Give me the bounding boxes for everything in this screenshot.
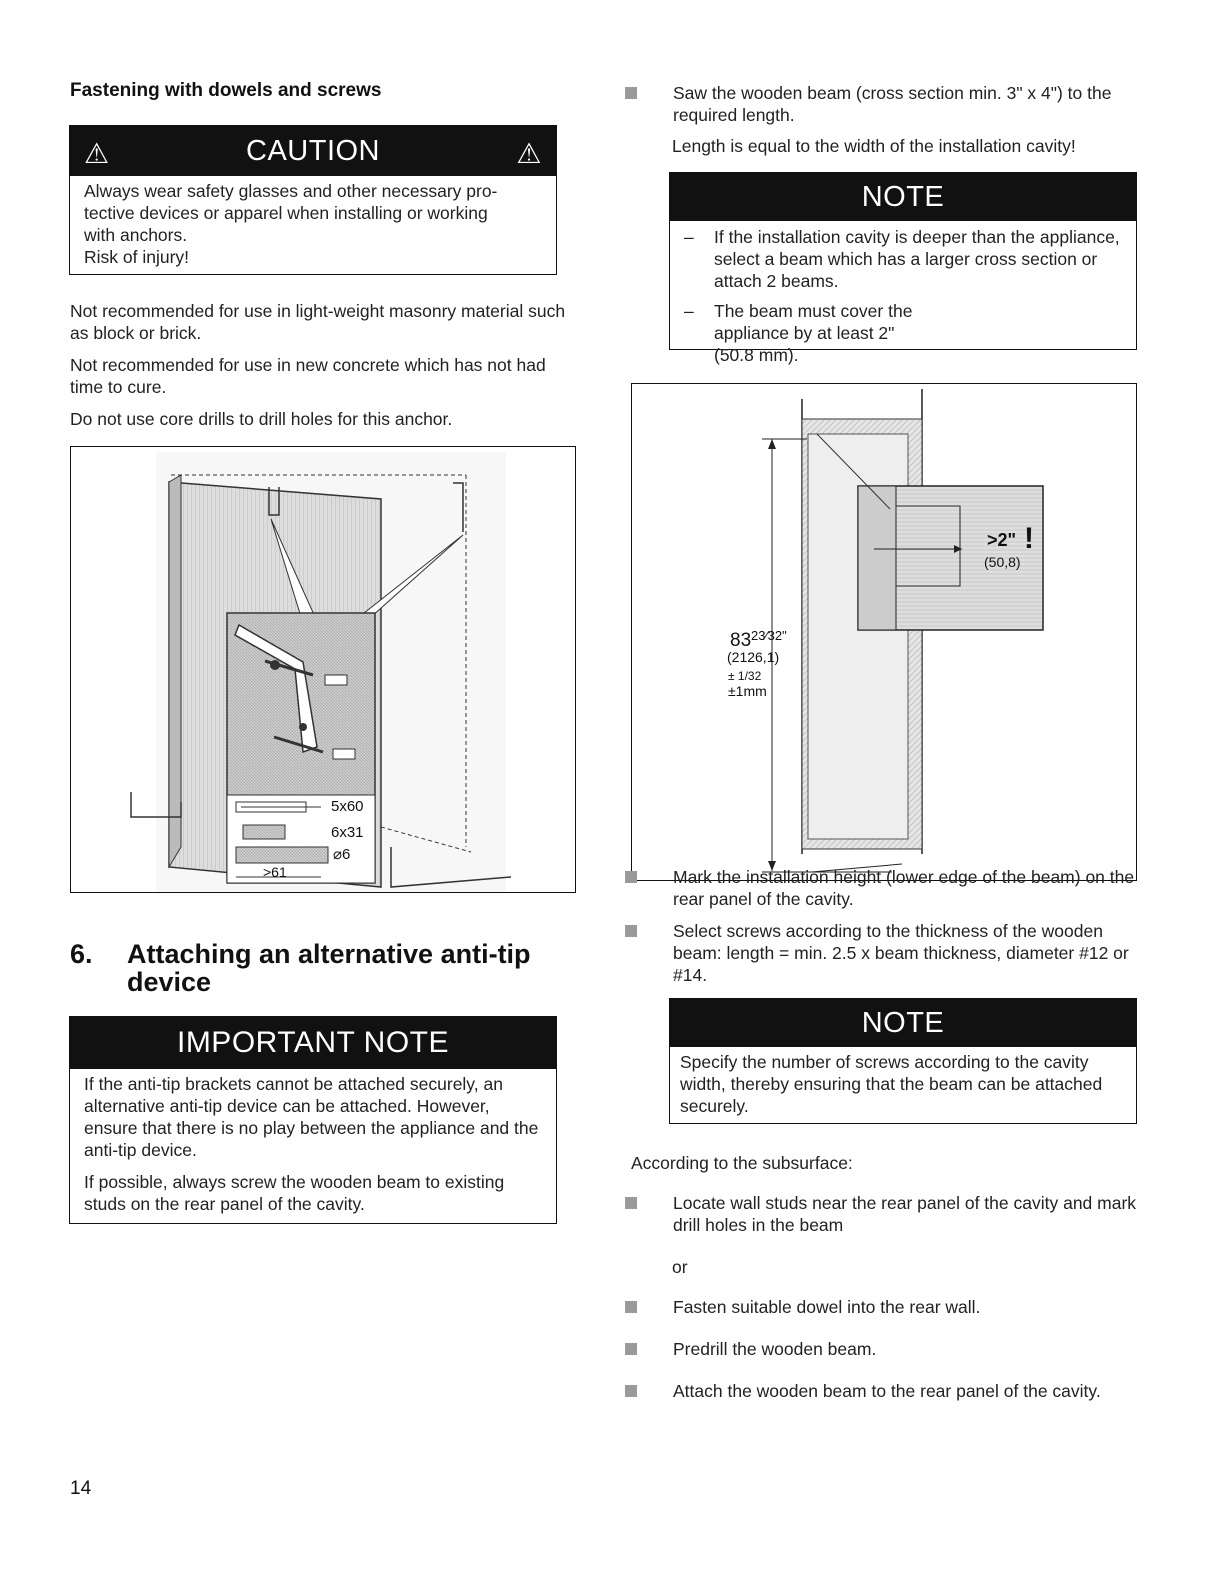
dowel-size-label: 6x31 <box>331 824 364 841</box>
dash-icon: – <box>684 227 694 247</box>
bullet-icon <box>625 87 637 99</box>
list-item <box>625 1296 1140 1318</box>
tolerance-inch-label: ± 1/32 <box>728 669 762 683</box>
important-note-paragraph: If possible, always screw the wooden beam to existing studs on the rear panel of the cavity. <box>84 1172 505 1214</box>
caution-line: with anchors. <box>84 225 188 245</box>
page-number: 14 <box>70 1478 92 1499</box>
drill-depth-label: >61 <box>263 864 287 880</box>
caution-line: Always wear safety glasses and other necessary pro- <box>84 181 498 201</box>
bullet-icon <box>625 871 637 883</box>
dash-icon: – <box>684 301 694 321</box>
bullet-icon <box>625 1197 637 1209</box>
paragraph: According to the subsurface: <box>631 1153 853 1173</box>
list-item-text: Predrill the wooden beam. <box>673 1339 877 1359</box>
bullet-icon <box>625 1385 637 1397</box>
section-title-line1: Attaching an alternative anti-tip <box>127 939 531 969</box>
screw-size-label: 5x60 <box>331 798 364 815</box>
important-note-paragraph: If the anti-tip brackets cannot be attached securely, an alternative anti-tip device can be attached. However, ensure that there is no play between the appliance and the anti-tip device. <box>84 1074 539 1160</box>
list-item-text: Saw the wooden beam (cross section min. 3" x 4") to the required length. <box>673 83 1112 125</box>
warning-icon: ⚠ <box>84 138 110 169</box>
list-item-text: Mark the installation height (lower edge of the beam) on the rear panel of the cavity. <box>673 867 1135 909</box>
important-note-box <box>69 1016 557 1224</box>
height-fraction-label: 23⁄32" <box>751 628 787 643</box>
list-item <box>625 1338 1140 1360</box>
caution-banner <box>70 126 556 176</box>
list-item <box>625 82 1125 126</box>
list-item <box>625 920 1140 986</box>
caution-title: CAUTION <box>246 135 380 167</box>
drill-diameter-label: ⌀6 <box>333 846 351 863</box>
height-mm-label: (2126,1) <box>727 649 780 665</box>
paragraph: Not recommended for use in light-weight masonry material such as block or brick. <box>70 301 566 343</box>
caution-line: tective devices or apparel when installing or working <box>84 203 488 223</box>
caution-box <box>69 125 557 275</box>
list-item <box>625 1380 1150 1402</box>
note-item-text: If the installation cavity is deeper than the appliance, select a beam which has a larger cross section or attach 2 beams. <box>714 227 1120 291</box>
note-item-text: The beam must cover the appliance by at least 2" (50.8 mm). <box>714 301 913 365</box>
list-item <box>625 1192 1140 1236</box>
bullet-icon <box>625 1343 637 1355</box>
exclamation-icon: ! <box>1024 522 1034 555</box>
height-inches-label: 83 <box>730 630 752 651</box>
bracket-illustration <box>71 447 576 893</box>
paragraph: Do not use core drills to drill holes for this anchor. <box>70 409 453 429</box>
overlap-mm-label: (50,8) <box>984 554 1021 570</box>
note-title: NOTE <box>670 999 1136 1047</box>
tolerance-mm-label: ±1mm <box>728 683 767 699</box>
warning-icon: ⚠ <box>516 138 542 169</box>
list-item-text: Fasten suitable dowel into the rear wall. <box>673 1297 981 1317</box>
note-box <box>669 998 1137 1124</box>
paragraph: Length is equal to the width of the installation cavity! <box>672 136 1076 156</box>
bullet-icon <box>625 925 637 937</box>
list-item <box>625 866 1140 910</box>
list-item-text: Select screws according to the thickness of the wooden beam: length = min. 2.5 x beam thickness, diameter #12 or #14. <box>673 921 1129 985</box>
important-note-title: IMPORTANT NOTE <box>70 1017 556 1069</box>
list-item-text: Attach the wooden beam to the rear panel of the cavity. <box>673 1381 1101 1401</box>
list-item-text: Locate wall studs near the rear panel of the cavity and mark drill holes in the beam <box>673 1193 1137 1235</box>
section-title-line2: device <box>127 967 212 997</box>
anchor-bracket-figure <box>70 446 576 893</box>
note-text: Specify the number of screws according to the cavity width, thereby ensuring that the beam can be attached securely. <box>680 1052 1103 1116</box>
note-item <box>684 300 1124 366</box>
section-number: 6. <box>70 939 93 969</box>
paragraph: or <box>672 1257 688 1277</box>
note-item <box>684 226 1124 292</box>
note-title: NOTE <box>670 173 1136 221</box>
note-box <box>669 172 1137 365</box>
bullet-icon <box>625 1301 637 1313</box>
subsection-heading: Fastening with dowels and screws <box>70 80 382 101</box>
beam-height-figure <box>631 383 1137 881</box>
paragraph: Not recommended for use in new concrete which has not had time to cure. <box>70 355 546 397</box>
caution-line: Risk of injury! <box>84 247 190 267</box>
overlap-label: >2" <box>987 530 1017 550</box>
beam-illustration <box>632 384 1137 881</box>
